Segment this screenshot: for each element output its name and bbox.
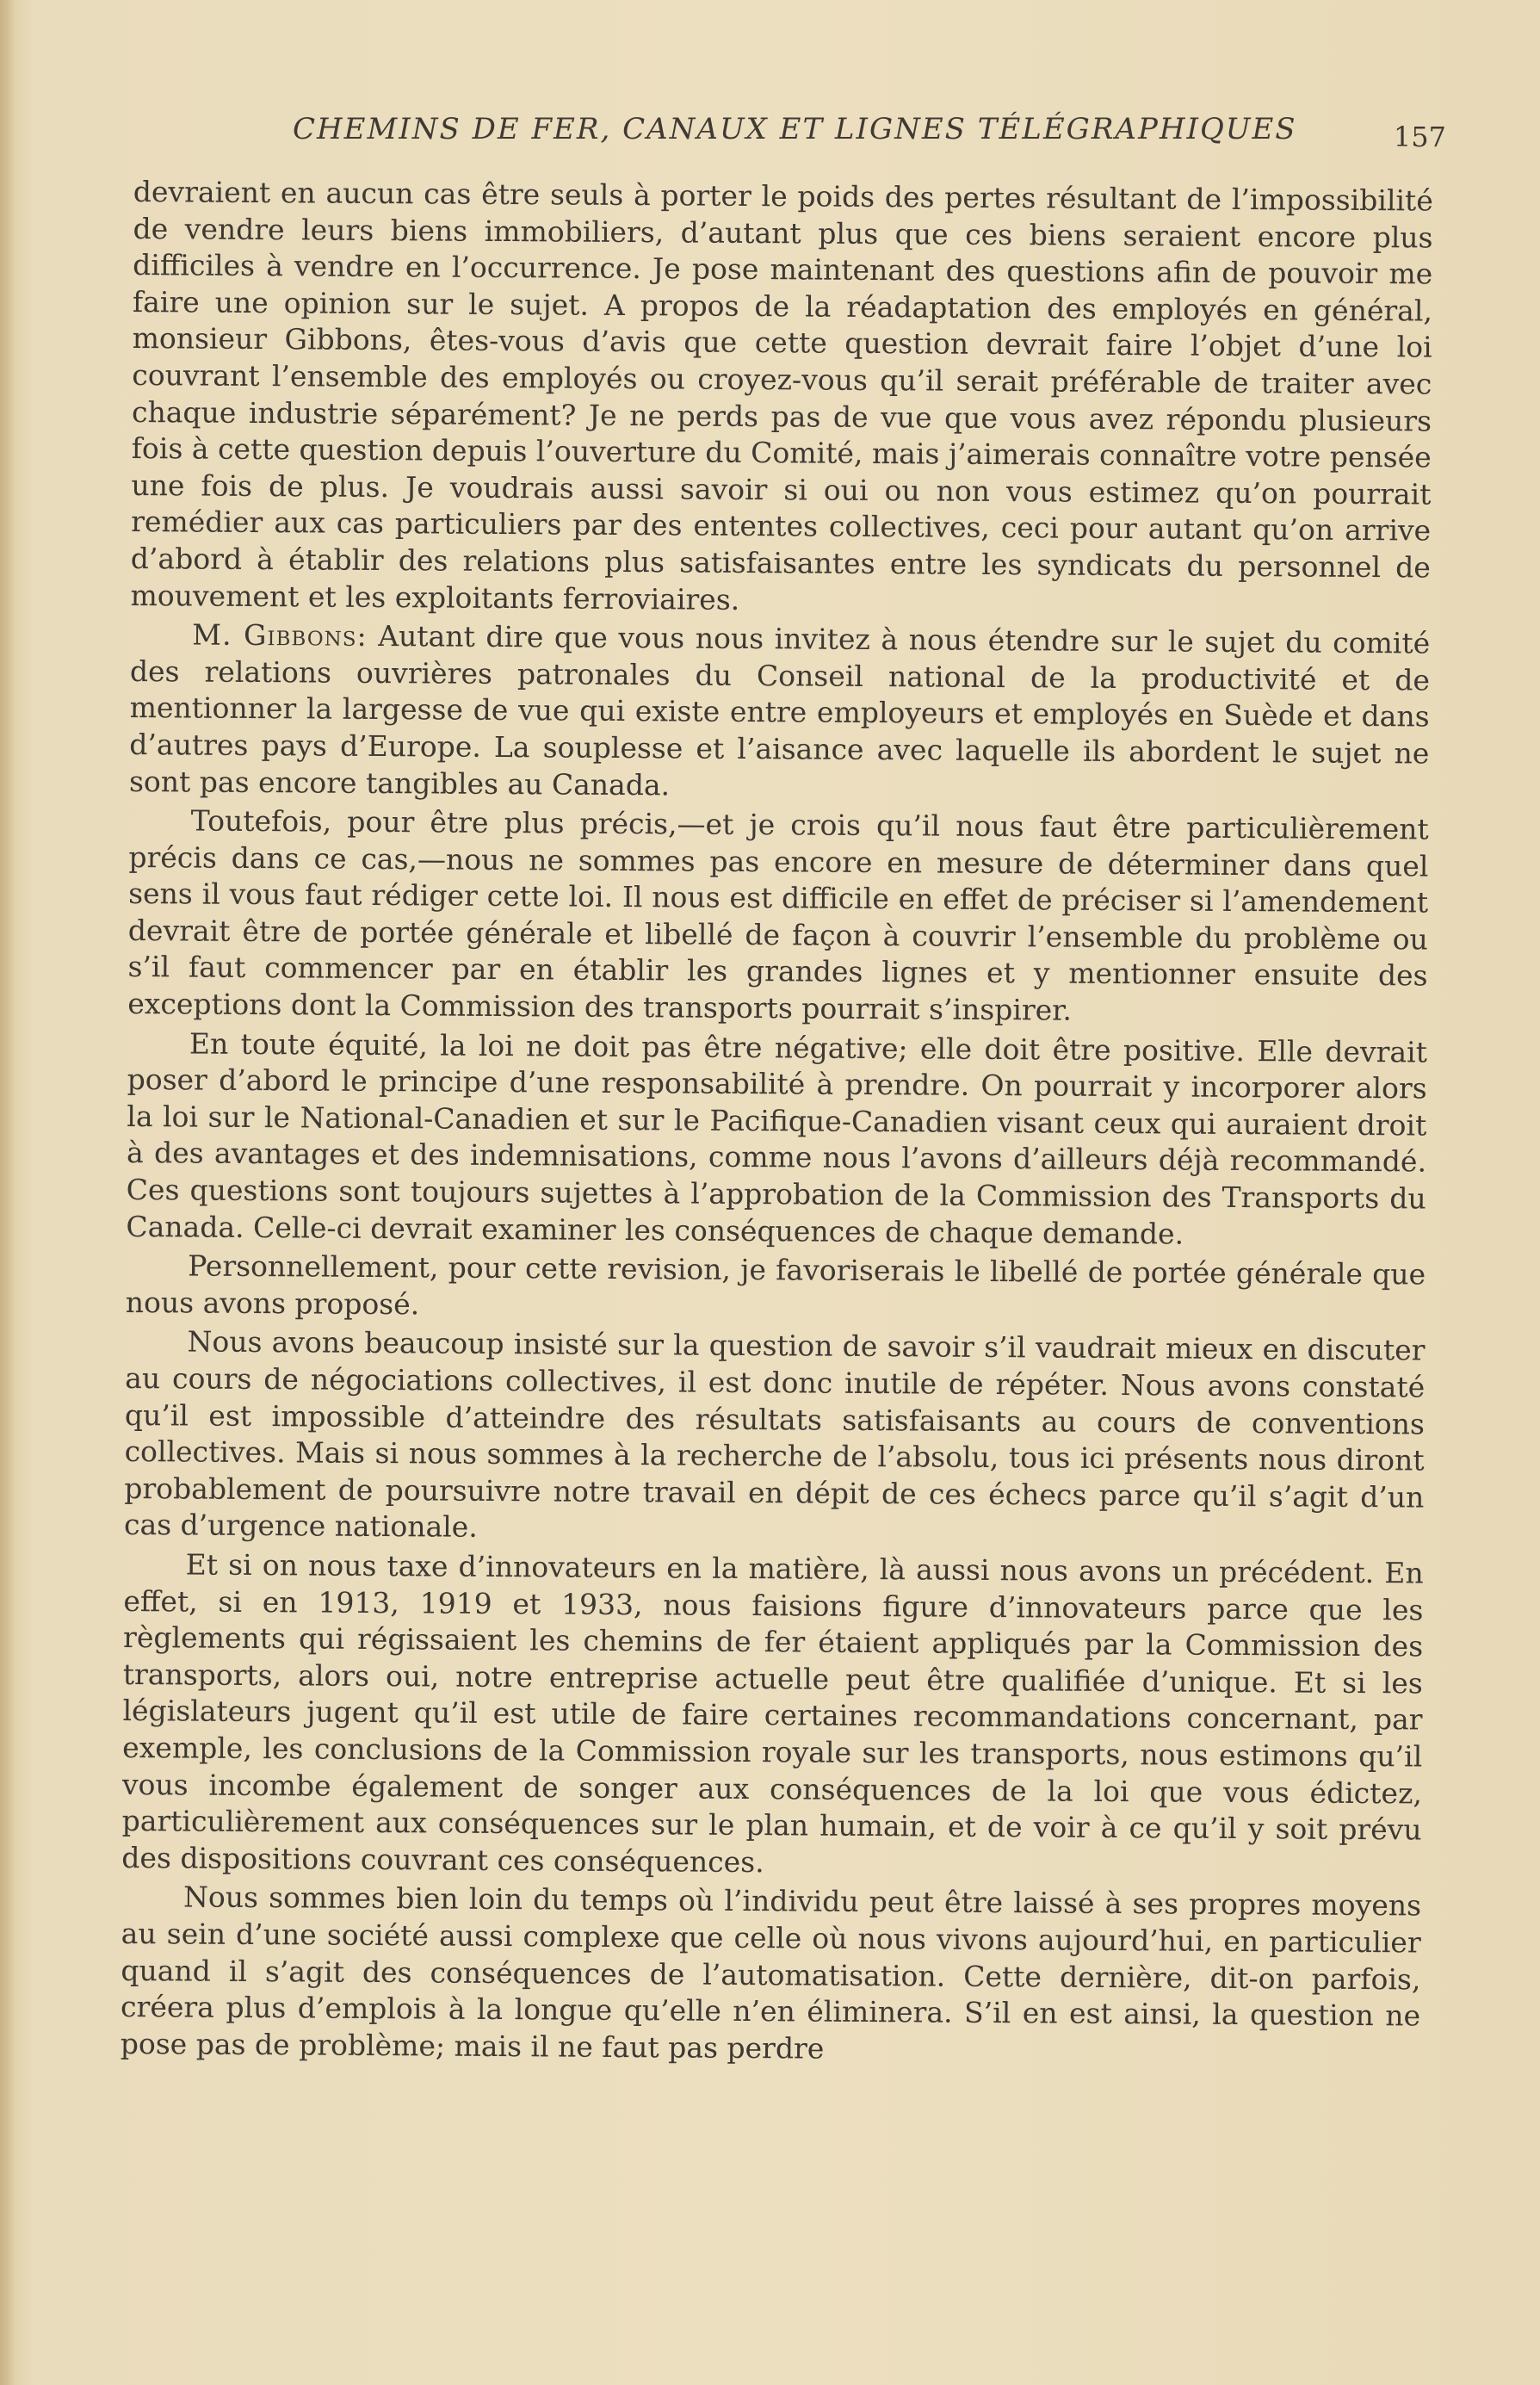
speaker-text: Autant dire que vous nous invitez à nous étendre sur le sujet du comité des relations ouvrières patronales du Conseil national de la productivité et de mentionner la largesse de vue qui existe entre employeurs et employés en Suède et dans d’autres pays d’Europe. La souplesse et l’aisance avec laquelle ils abordent le sujet ne sont pas encore tangibles au Canada. — [128, 619, 1431, 802]
paragraph-speaker-gibbons — [129, 616, 1430, 809]
body-text — [121, 174, 1433, 2072]
paragraph: En toute équité, la loi ne doit pas être négative; elle doit être positive. Elle devrait poser d’abord le principe d’une responsabilité à prendre. On pourrait y incorporer alors la loi sur le National-Canadien et sur le Pacifique-Canadien visant ceux qui auraient droit à des avantages et des indemnisations, comme nous l’avons d’ailleurs déjà recommandé. Ces questions sont toujours sujettes à l’approbation de la Commission des Transports du Canada. Celle-ci devrait examiner les conséquences de chaque demande. — [126, 1026, 1428, 1251]
paragraph: Toutefois, pour être plus précis,—et je crois qu’il nous faut être particulièrement précis dans ce cas,—nous ne sommes pas encore en mesure de déterminer dans quel sens il vous faut rédiger cette loi. Il nous est difficile en effet de préciser si l’amendement devrait être de portée générale et libellé de façon à couvrir l’ensemble du problème ou s’il faut commencer par en établir les grandes lignes et y mentionner ensuite des exceptions dont la Commission des transports pourrait s’inspirer. — [127, 803, 1429, 1027]
paragraph: Nous avons beaucoup insisté sur la question de savoir s’il vaudrait mieux en discuter au cours de négociations collectives, il est donc inutile de répéter. Nous avons constaté qu’il est impossible d’atteindre des résultats satisfaisants au cours de conventions collectives. Mais si nous sommes à la recherche de l’absolu, tous ici présents nous diront probablement de poursuivre notre travail en dépit de ces échecs parce qu’il s’agit d’un cas d’urgence nationale. — [123, 1324, 1426, 1545]
paragraph: Et si on nous taxe d’innovateurs en la matière, là aussi nous avons un précédent. En effet, si en 1913, 1919 et 1933, nous faisions figure d’innovateurs parce que les règlements qui régissaient les chemins de fer étaient appliqués par la Commission des transports, alors oui, notre entreprise actuelle peut être qualifiée d’unique. Et si les législateurs jugent qu’il est utile de faire certaines recommandations concernant, par exemple, les conclusions de la Commission royale sur les transports, nous estimons qu’il vous incombe également de songer aux conséquences de la loi que vous édictez, particulièrement aux conséquences sur le plan humain, et de voir à ce qu’il y soit prévu des dispositions couvrant ces conséquences. — [121, 1547, 1424, 1879]
paragraph: devraient en aucun cas être seuls à porter le poids des pertes résultant de l’impossibilité de vendre leurs biens immobiliers, d’autant plus que ces biens seraient encore plus difficiles à vendre en l’occurrence. Je pose maintenant des questions afin de pouvoir me faire une opinion sur le sujet. A propos de la réadaptation des employés en général, monsieur Gibbons, êtes-vous d’avis que cette question devrait faire l’objet d’une loi couvrant l’ensemble des employés ou croyez-vous qu’il serait préférable de traiter avec chaque industrie séparément? Je ne perds pas de vue que vous avez répondu plusieurs fois à cette question depuis l’ouverture du Comité, mais j’aimerais connaître votre pensée une fois de plus. Je voudrais aussi savoir si oui ou non vous estimez qu’on pourrait remédier aux cas particuliers par des ententes collectives, ceci pour autant qu’on arrive d’abord à établir des relations plus satisfaisantes entre les syndicats du personnel de mouvement et les exploitants ferroviaires. — [130, 174, 1433, 616]
page-number: 157 — [1393, 121, 1446, 153]
paragraph: Personnellement, pour cette revision, je favoriserais le libellé de portée générale que nous avons proposé. — [125, 1248, 1426, 1322]
running-title: CHEMINS DE FER, CANAUX ET LIGNES TÉLÉGRAPHIQUES — [293, 112, 1297, 146]
paragraph: Nous sommes bien loin du temps où l’individu peut être laissé à ses propres moyens au sein d’une société aussi complexe que celle où nous vivons aujourd’hui, en particulier quand il s’agit des conséquences de l’automatisation. Cette dernière, dit-on parfois, créera plus d’emplois à la longue qu’elle n’en éliminera. S’il en est ainsi, la question ne pose pas de problème; mais il ne faut pas perdre — [120, 1880, 1422, 2066]
page-header — [129, 102, 1446, 153]
speaker-name: M. Gibbons: — [192, 617, 368, 654]
